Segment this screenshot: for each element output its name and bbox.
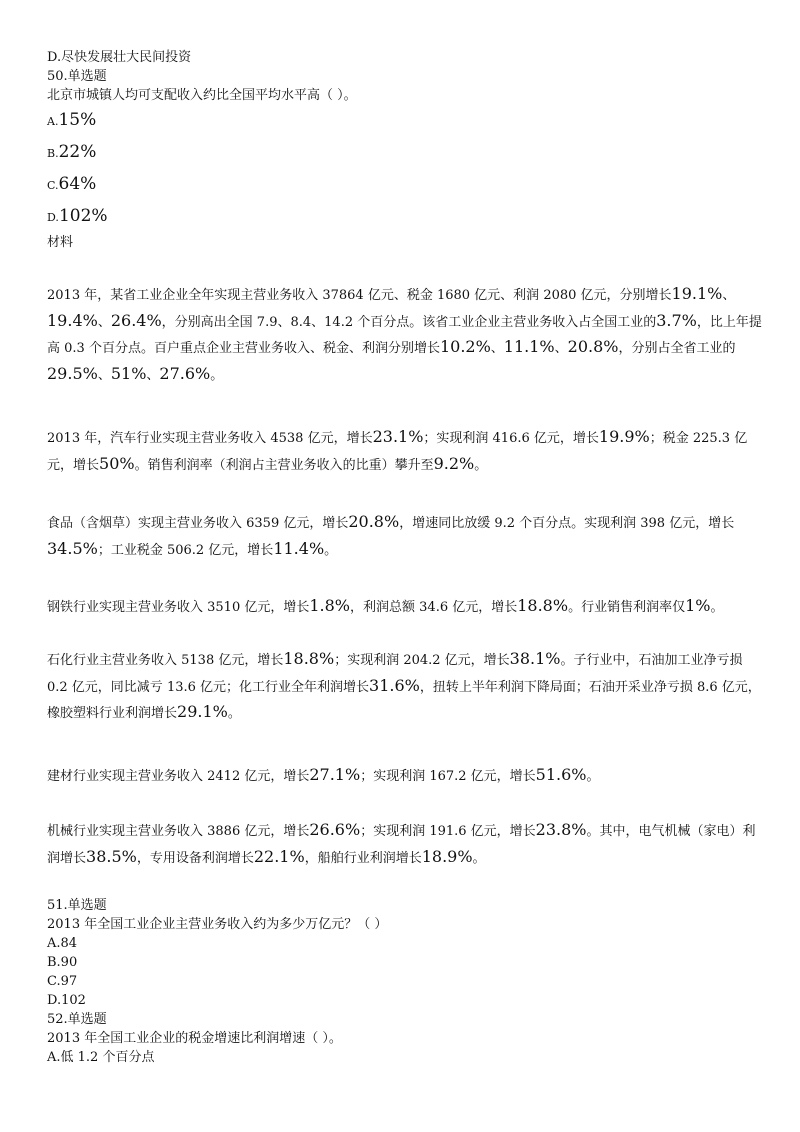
percent-value: 31.6%: [369, 675, 420, 695]
paragraph-text: ，比上年提高 0.3 个百分点。百户重点企业主营业务收入、税金、利润分别增长: [47, 314, 762, 356]
separator: 、: [146, 367, 160, 383]
paragraph-text: 2013 年，汽车行业实现主营业务收入 4538 亿元，增长: [47, 431, 373, 446]
option-a[interactable]: A.低 1.2 个百分点: [47, 1050, 155, 1065]
option-letter: C.: [47, 179, 59, 192]
paragraph-text: 。行业销售利润率仅: [568, 600, 686, 615]
percent-value: 11.4%: [273, 538, 325, 558]
percent-value: 1.8%: [309, 596, 351, 615]
paragraph-text: ；实现利润 191.6 亿元，增长: [360, 824, 536, 839]
material-heading: 材料: [47, 235, 74, 250]
percent-value: 38.5%: [86, 846, 137, 866]
exam-page: [47, 48, 763, 252]
option-value: 15%: [58, 110, 97, 130]
paragraph-text: 。子行业中，石油加工业净亏损 0.2 亿元，同比减亏 13.6 亿元；化工行业全年利润增长: [47, 653, 743, 695]
separator: 、: [490, 341, 504, 356]
paragraph-text: ，船舶行业利润增长: [304, 850, 422, 866]
option-value: 102%: [58, 206, 108, 226]
option-c[interactable]: [47, 169, 763, 201]
paragraph-text: 。销售利润率（利润占主营业务收入的比重）攀升至: [134, 457, 434, 473]
question-header: 50.单选题: [47, 69, 107, 84]
material-paragraph-3: [47, 510, 763, 563]
paragraph-text: 机械行业实现主营业务收入 3886 亿元，增长: [47, 824, 310, 839]
paragraph-text: ，分别高出全国 7.9、8.4、14.2 个百分点。该省工业企业主营业务收入占全国工业的: [161, 314, 657, 330]
paragraph-text: 。其中，电气机械（家电）利润增长: [47, 824, 756, 866]
percent-value: 20.8%: [567, 337, 619, 356]
percent-value: 51%: [110, 363, 147, 383]
percent-value: 10.2%: [439, 337, 491, 356]
paragraph-text: 钢铁行业实现主营业务收入 3510 亿元，增长: [47, 600, 310, 615]
percent-value: 27.1%: [309, 765, 361, 784]
separator: 、: [554, 341, 568, 356]
percent-value: 20.8%: [348, 512, 400, 531]
percent-value: 26.6%: [309, 820, 361, 839]
paragraph-text: 2013 年，某省工业企业全年实现主营业务收入 37864 亿元、税金 1680 亿元、利润 2080 亿元，分别增长: [47, 288, 672, 303]
option-d[interactable]: [47, 201, 763, 233]
question-stem: 2013 年全国工业企业的税金增速比利润增速（ ）。: [47, 1031, 342, 1046]
paragraph-text: ，增速同比放缓 9.2 个百分点。实现利润 398 亿元，增长: [399, 516, 735, 531]
question-51: [47, 896, 387, 1067]
paragraph-text: 。: [472, 850, 486, 866]
paragraph-text: ；实现利润 167.2 亿元，增长: [360, 769, 536, 784]
paragraph-text: ，扭转上半年利润下降局面；石油开采业净亏损 8.6 亿元，橡胶塑料行业利润增长: [47, 679, 761, 721]
paragraph-text: 。: [710, 600, 724, 615]
percent-value: 26.4%: [110, 310, 162, 330]
option-letter: B.: [47, 147, 59, 160]
paragraph-text: ；税金 225.3 亿元，增长: [47, 431, 748, 473]
question-stem: 2013 年全国工业企业主营业务收入约为多少万亿元？（ ）: [47, 917, 388, 932]
percent-value: 18.9%: [421, 846, 473, 866]
separator: 、: [97, 314, 111, 330]
percent-value: 23.8%: [535, 820, 587, 839]
option-letter: A.: [47, 115, 59, 128]
question-header: 51.单选题: [47, 898, 107, 913]
percent-value: 29.1%: [177, 702, 228, 721]
percent-value: 27.6%: [159, 363, 211, 383]
paragraph-text: 。: [210, 367, 224, 383]
q49-option-d: D.尽快发展壮大民间投资: [47, 50, 192, 65]
percent-value: 19.9%: [598, 427, 650, 446]
paragraph-text: 。: [586, 769, 600, 784]
paragraph-text: 。: [474, 457, 488, 473]
percent-value: 18.8%: [517, 596, 569, 615]
material-paragraph-1: [47, 282, 763, 388]
option-value: 22%: [58, 142, 97, 162]
material-paragraph-4: [47, 594, 763, 621]
question-stem: 北京市城镇人均可支配收入约比全国平均水平高（ ）。: [47, 88, 357, 103]
paragraph-text: 。: [324, 542, 338, 558]
question-50: [47, 67, 763, 252]
percent-value: 1%: [685, 596, 711, 615]
material-paragraph-5: [47, 647, 763, 727]
paragraph-text: ，利润总额 34.6 亿元，增长: [350, 600, 518, 615]
percent-value: 18.8%: [283, 649, 335, 668]
paragraph-text: 石化行业主营业务收入 5138 亿元，增长: [47, 653, 284, 668]
paragraph-text: ；实现利润 204.2 亿元，增长: [334, 653, 510, 668]
percent-value: 23.1%: [372, 427, 424, 446]
separator: 、: [97, 367, 111, 383]
option-letter: D.: [47, 211, 59, 224]
paragraph-text: 。: [227, 706, 241, 721]
material-paragraph-2: [47, 425, 763, 478]
paragraph-text: 建材行业实现主营业务收入 2412 亿元，增长: [47, 769, 310, 784]
paragraph-text: ，专用设备利润增长: [136, 850, 254, 866]
option-b[interactable]: B.90: [47, 955, 78, 970]
option-d[interactable]: D.102: [47, 993, 86, 1008]
option-c[interactable]: C.97: [47, 974, 78, 989]
paragraph-text: 食品（含烟草）实现主营业务收入 6359 亿元，增长: [47, 516, 349, 531]
paragraph-text: ；工业税金 506.2 亿元，增长: [97, 542, 274, 558]
percent-value: 11.1%: [503, 337, 555, 356]
percent-value: 51.6%: [535, 765, 587, 784]
option-a[interactable]: [47, 105, 763, 137]
percent-value: 34.5%: [47, 538, 98, 558]
separator: 、: [722, 288, 736, 303]
percent-value: 19.1%: [671, 284, 723, 303]
percent-value: 9.2%: [433, 453, 475, 473]
question-header: 52.单选题: [47, 1012, 107, 1027]
option-a[interactable]: A.84: [47, 936, 78, 951]
percent-value: 29.5%: [47, 363, 98, 383]
paragraph-text: ，分别占全省工业的: [618, 341, 736, 356]
percent-value: 22.1%: [253, 846, 305, 866]
option-value: 64%: [58, 174, 97, 194]
option-b[interactable]: [47, 137, 763, 169]
material-paragraph-7: [47, 818, 763, 871]
paragraph-text: ；实现利润 416.6 亿元，增长: [423, 431, 599, 446]
percent-value: 19.4%: [47, 310, 98, 330]
percent-value: 50%: [99, 453, 135, 473]
percent-value: 38.1%: [509, 649, 561, 668]
percent-value: 3.7%: [656, 310, 697, 330]
material-paragraph-6: [47, 763, 763, 790]
